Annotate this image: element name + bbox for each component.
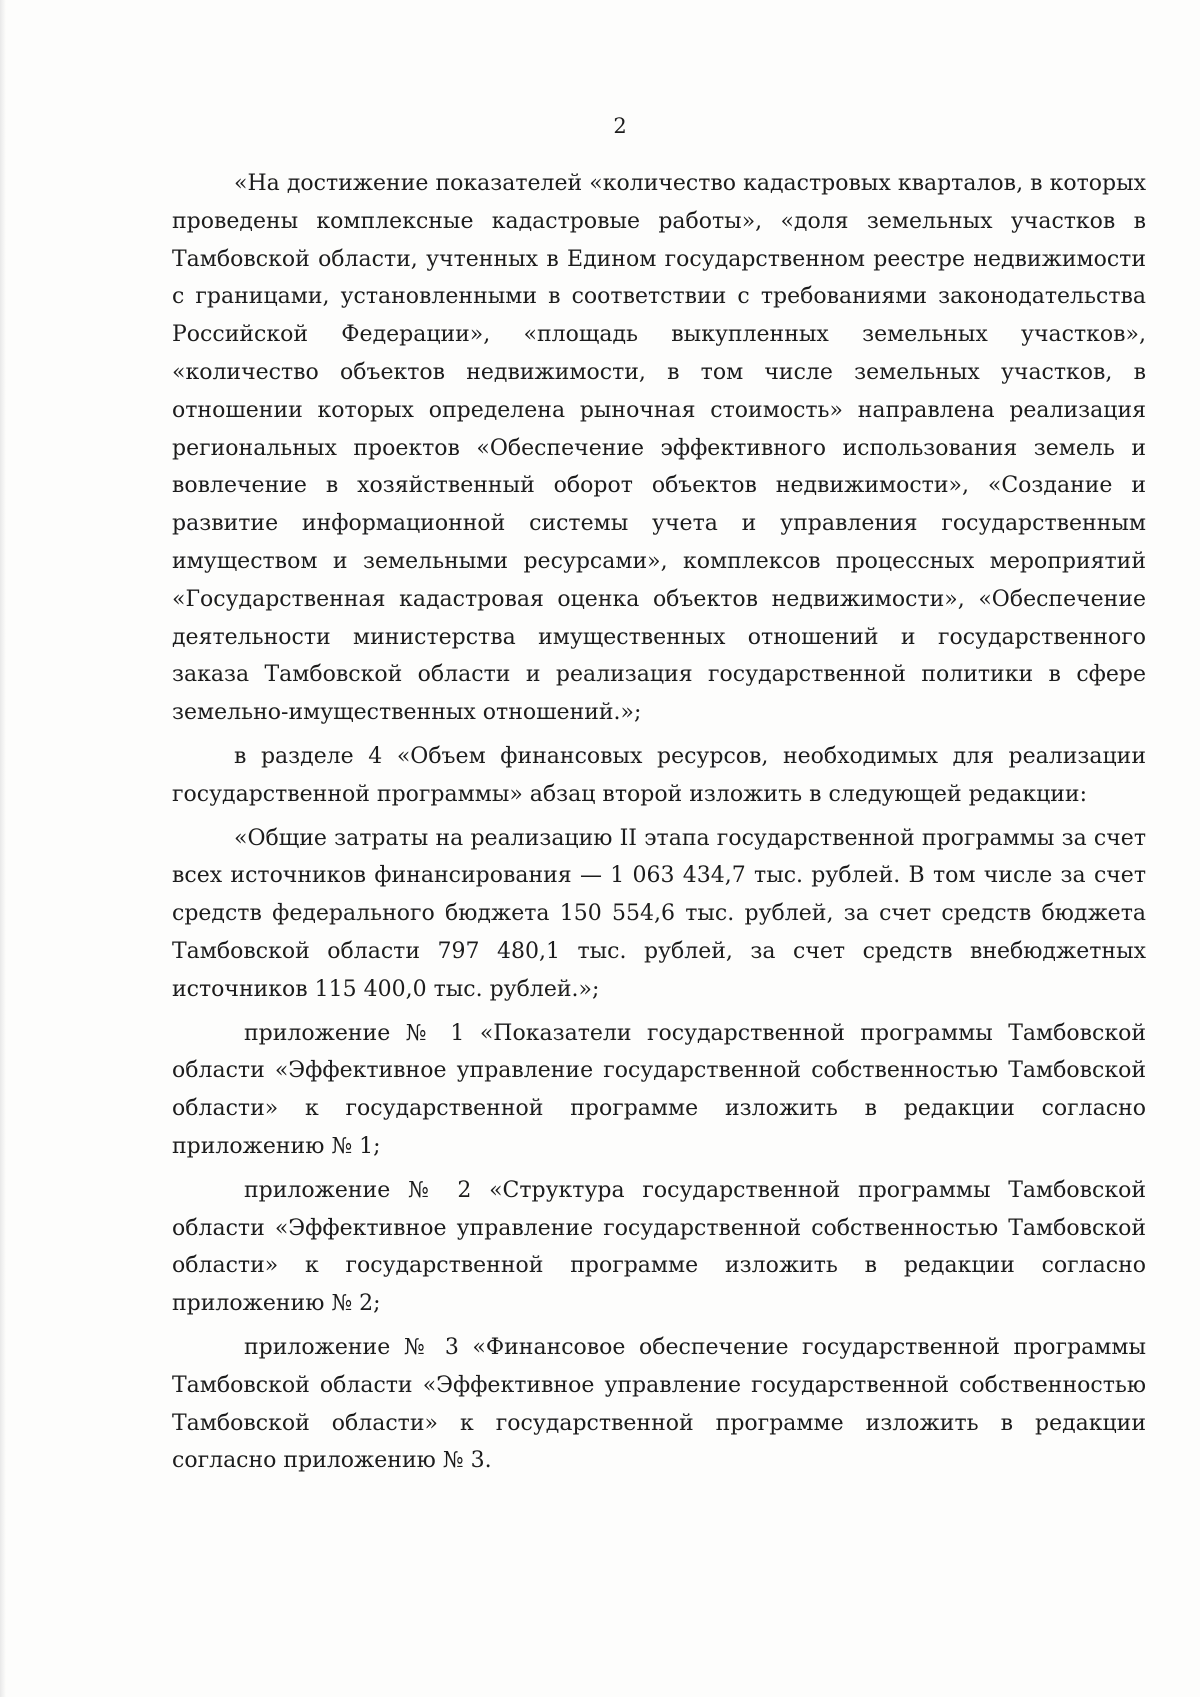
paragraph-indicators: «На достижение показателей «количество кадастровых кварталов, в которых проведены комплексные кадастровые работы», «доля земельных участков в Тамбовской области, учтенных в Едином государственном реестре недвижимости с границами, установленными в соответствии с требованиями законодательства Российской Федерации», «площадь выкупленных земельных участков», «количество объектов недвижимости, в том числе земельных участков, в отношении которых определена рыночная стоимость» направлена реализация региональных проектов «Обеспечение эффективного использования земель и вовлечение в хозяйственный оборот объектов недвижимости», «Создание и развитие информационной системы учета и управления государственным имуществом и земельными ресурсами», комплексов процессных мероприятий «Государственная кадастровая оценка объектов недвижимости», «Обеспечение деятельности министерства имущественных отношений и государственного заказа Тамбовской области и реализация государственной политики в сфере земельно-имущественных отношений.»; [172,171,1146,726]
paragraph-appendix-1: приложение № 1 «Показатели государственной программы Тамбовской области «Эффективное управление государственной собственностью Тамбовской области» к государственной программе изложить в редакции согласно приложению № 1; [172,1020,1146,1159]
scan-edge-shadow [0,0,6,1697]
page-number: 2 [613,114,627,138]
paragraph-appendix-2: приложение № 2 «Структура государственной программы Тамбовской области «Эффективное управление государственной собственностью Тамбовской области» к государственной программе изложить в редакции согласно приложению № 2; [172,1177,1146,1317]
paragraph-total-costs: «Общие затраты на реализацию II этапа государственной программы за счет всех источников финансирования — 1 063 434,7 тыс. рублей. В том числе за счет средств федерального бюджета 150 554,6 тыс. рублей, за счет средств бюджета Тамбовской области 797 480,1 тыс. рублей, за счет средств внебюджетных источников 115 400,0 тыс. рублей.»; [172,825,1146,1002]
document-body [172,165,1146,1486]
paragraph-section-4-amendment: в разделе 4 «Объем финансовых ресурсов, необходимых для реализации государственной программы» абзац второй изложить в следующей редакции: [172,743,1146,807]
paragraph-appendix-3: приложение № 3 «Финансовое обеспечение государственной программы Тамбовской области «Эффективное управление государственной собственностью Тамбовской области» к государственной программе изложить в редакции согласно приложению № 3. [172,1334,1146,1474]
